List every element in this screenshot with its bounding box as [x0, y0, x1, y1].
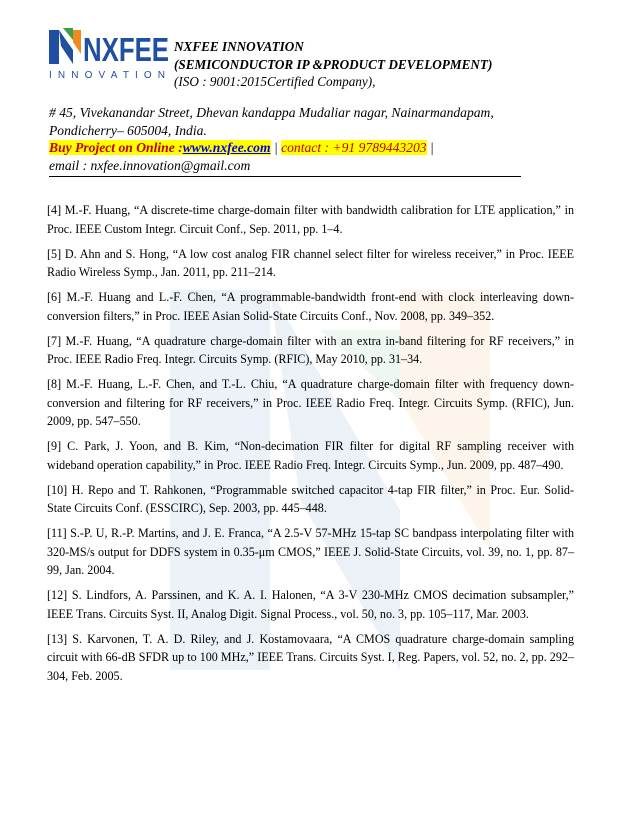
- nxfee-logo: [46, 24, 170, 82]
- address-line-2: Pondicherry– 605004, India.: [49, 122, 207, 138]
- separator: |: [270, 140, 282, 156]
- reference-item: [13] S. Karvonen, T. A. D. Riley, and J. Kostamovaara, “A CMOS quadrature charge-domain sampling circuit with 66-dB SFDR up to 100 MHz,” IEEE Trans. Circuits Syst. I, Reg. Papers, vol. 52, no. 2, pp. 292–304, Feb. 2005.: [47, 631, 574, 683]
- separator: |: [426, 140, 434, 156]
- contact-phone: contact : +91 9789443203: [281, 140, 427, 156]
- reference-item: [12] S. Lindfors, A. Parssinen, and K. A. I. Halonen, “A 3-V 230-MHz CMOS decimation subsampler,” IEEE Trans. Circuits Syst. II, Analog Digit. Signal Process., vol. 50, no. 3, pp. 105–117, Mar. 2003.: [47, 588, 574, 621]
- reference-item: [5] D. Ahn and S. Hong, “A low cost analog FIR channel select filter for wireless receiver,” in Proc. IEEE Radio Wireless Symp., Jan. 2011, pp. 211–214.: [47, 246, 574, 279]
- reference-item: [7] M.-F. Huang, “A quadrature charge-domain filter with an extra in-band filtering for RF receivers,” in Proc. IEEE Radio Freq. Integr. Circuits Symp. (RFIC), May 2010, pp. 31–34.: [47, 333, 574, 366]
- contact-email: email : nxfee.innovation@gmail.com: [49, 157, 251, 173]
- reference-item: [6] M.-F. Huang and L.-F. Chen, “A programmable-bandwidth front-end with clock interleaving down-conversion filters,” in Proc. IEEE Asian Solid-State Circuits Conf., Nov. 2008, pp. 349–352.: [47, 290, 574, 323]
- address-block: [49, 104, 609, 174]
- website-link[interactable]: www.nxfee.com: [182, 140, 271, 156]
- logo-brand-text: NXFEE: [83, 31, 169, 68]
- buy-online-label: Buy Project on Online :www.nxfee.com: [49, 140, 271, 156]
- company-name: NXFEE INNOVATION: [174, 39, 304, 54]
- address-line-1: # 45, Vivekanandar Street, Dhevan kandappa Mudaliar nagar, Nainarmandapam,: [49, 105, 494, 120]
- logo-sub-text: I N N O V A T I O N: [49, 70, 165, 81]
- company-info: [174, 38, 492, 91]
- reference-list: [47, 201, 574, 692]
- reference-item: [8] M.-F. Huang, L.-F. Chen, and T.-L. Chiu, “A quadrature charge-domain filter with frequency down-conversion and filtering for RF receivers,” in Proc. IEEE Radio Freq. Integr. Circuits Symp. (RFIC), Jun. 2009, pp. 547–550.: [47, 377, 574, 428]
- reference-item: [4] M.-F. Huang, “A discrete-time charge-domain filter with bandwidth calibration for LTE application,” in Proc. IEEE Custom Integr. Circuit Conf., Sep. 2011, pp. 1–4.: [47, 203, 574, 236]
- contact-line: [49, 139, 609, 157]
- header-divider: [49, 176, 521, 177]
- reference-item: [9] C. Park, J. Yoon, and B. Kim, “Non-decimation FIR filter for digital RF sampling receiver with wideband operation capability,” in Proc. IEEE Radio Freq. Integr. Circuits Symp., Jun. 2009, pp. 487–490.: [47, 439, 574, 472]
- reference-item: [11] S.-P. U, R.-P. Martins, and J. E. Franca, “A 2.5-V 57-MHz 15-tap SC bandpass interpolating filter with 320-MS/s output for DDFS system in 0.35-μm CMOS,” IEEE J. Solid-State Circuits, vol. 39, no. 1, pp. 87–99, Jan. 2004.: [47, 526, 574, 577]
- company-certification: (ISO : 9001:2015Certified Company),: [174, 74, 376, 89]
- company-description: (SEMICONDUCTOR IP &PRODUCT DEVELOPMENT): [174, 56, 493, 72]
- reference-item: [10] H. Repo and T. Rahkonen, “Programmable switched capacitor 4-tap FIR filter,” in Proc. Eur. Solid-State Circuits Conf. (ESSCIRC), Sep. 2003, pp. 445–448.: [47, 482, 574, 515]
